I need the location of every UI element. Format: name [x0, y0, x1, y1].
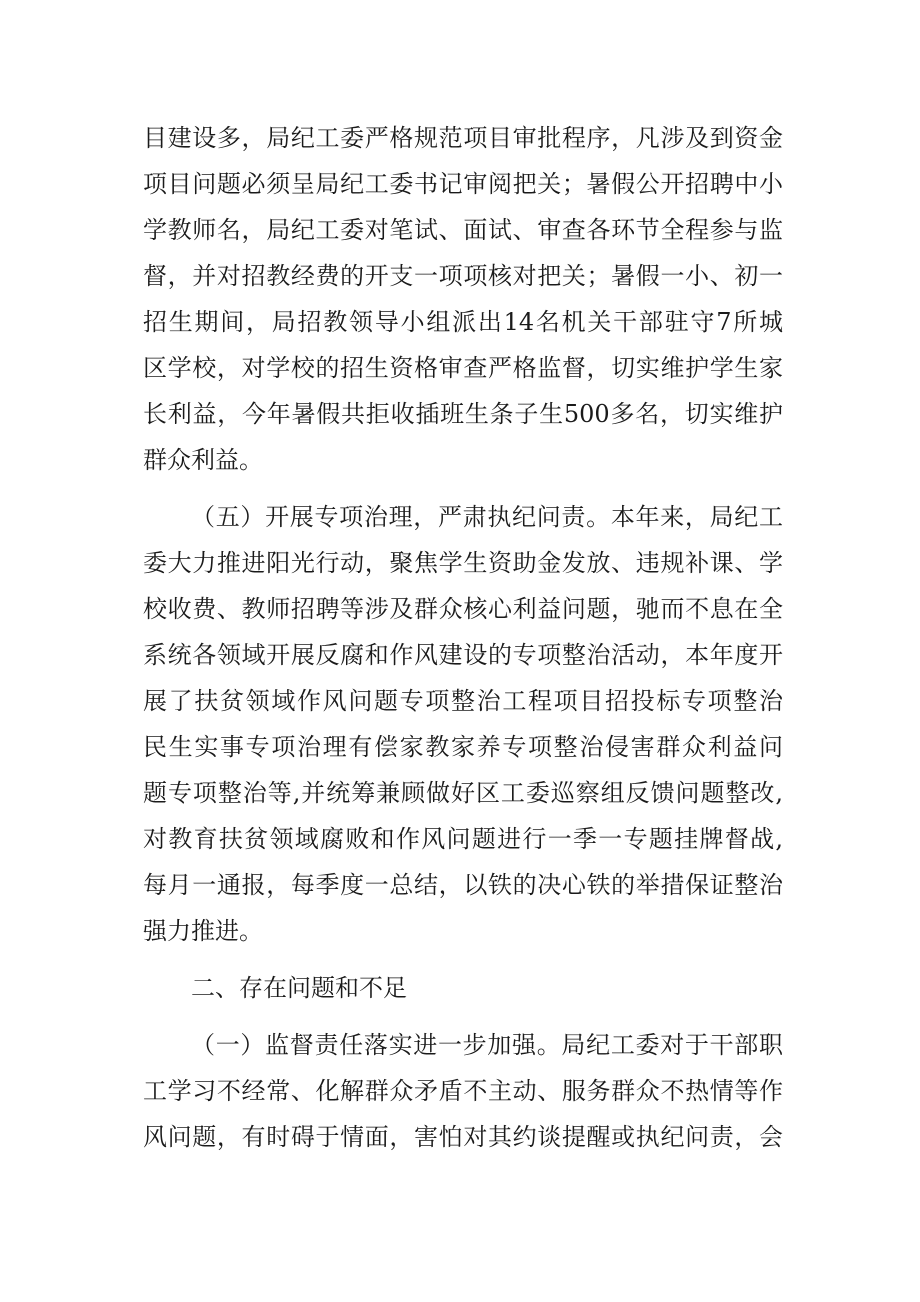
text-line: 系统各领域开展反腐和作风建设的专项整治活动，本年度开 [143, 641, 783, 669]
text-line: 对教育扶贫领域腐败和作风问题进行一季一专题挂牌督战, [143, 825, 783, 853]
paragraph-start-line: （五）开展专项治理，严肃执纪问责。本年来，局纪工 [191, 503, 783, 531]
text-line: 展了扶贫领域作风问题专项整治工程项目招投标专项整治 [143, 687, 783, 715]
text-line: 民生实事专项治理有偿家教家养专项整治侵害群众利益问 [143, 733, 783, 761]
text-line: 群众利益。 [143, 446, 263, 474]
text-line: 工学习不经常、化解群众矛盾不主动、服务群众不热情等作 [143, 1077, 783, 1105]
text-line: 强力推进。 [143, 917, 263, 945]
text-line: 学教师名，局纪工委对笔试、面试、审查各环节全程参与监 [143, 216, 783, 244]
text-line: 招生期间，局招教领导小组派出14名机关干部驻守7所城 [143, 308, 783, 336]
text-line: 项目问题必须呈局纪工委书记审阅把关；暑假公开招聘中小 [143, 170, 783, 198]
text-line: 督，并对招教经费的开支一项项核对把关；暑假一小、初一 [143, 262, 783, 290]
section-heading: 二、存在问题和不足 [191, 974, 407, 1002]
text-line: 校收费、教师招聘等涉及群众核心利益问题，驰而不息在全 [143, 595, 783, 623]
paragraph-start-line: （一）监督责任落实进一步加强。局纪工委对于干部职 [191, 1031, 783, 1059]
text-line: 每月一通报，每季度一总结，以铁的决心铁的举措保证整治 [143, 871, 783, 899]
text-line: 长利益，今年暑假共拒收插班生条子生500多名，切实维护 [143, 400, 783, 428]
text-line: 目建设多，局纪工委严格规范项目审批程序，凡涉及到资金 [143, 124, 783, 152]
text-line: 委大力推进阳光行动，聚焦学生资助金发放、违规补课、学 [143, 549, 783, 577]
text-line: 风问题，有时碍于情面，害怕对其约谈提醒或执纪问责，会 [143, 1123, 783, 1151]
text-line: 区学校，对学校的招生资格审查严格监督，切实维护学生家 [143, 354, 783, 382]
text-line: 题专项整治等,并统筹兼顾做好区工委巡察组反馈问题整改, [143, 779, 783, 807]
